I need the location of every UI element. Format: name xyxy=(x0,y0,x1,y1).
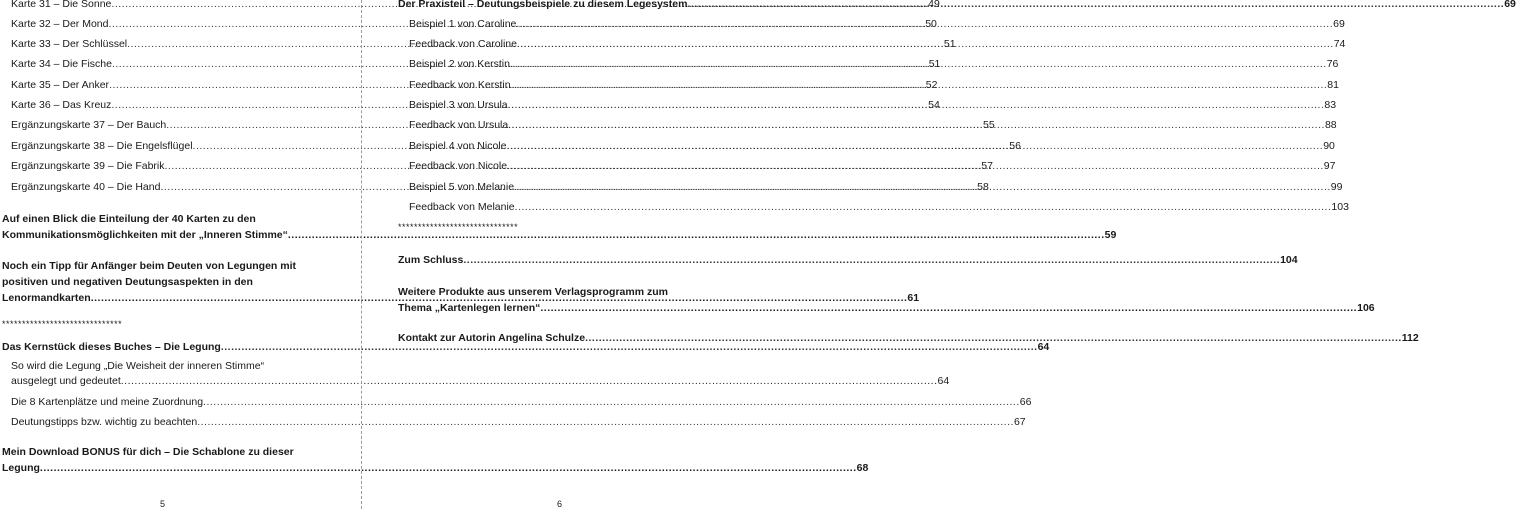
toc-entry[interactable]: Karte 31 – Die Sonne ..... 49 xyxy=(11,0,324,11)
toc-entry[interactable]: Beispiel 1 von Caroline ..... 69 xyxy=(409,18,734,31)
toc-section-kontakt[interactable]: Kontakt zur Autorin Angelina Schulze ..... 112 xyxy=(398,332,720,345)
toc-entry[interactable]: Feedback von Nicole ..... 97 xyxy=(409,160,734,173)
toc-entry[interactable]: Ergänzungskarte 39 – Die Fabrik ..... 57 xyxy=(11,160,324,173)
separator-stars: ****************************** xyxy=(398,222,519,232)
toc-entry[interactable]: Beispiel 3 von Ursula ..... 83 xyxy=(409,99,734,112)
toc-section-legung[interactable]: Das Kernstück dieses Buches – Die Legung ..... 64 xyxy=(2,341,324,354)
toc-entry[interactable]: Feedback von Caroline ..... 74 xyxy=(409,38,734,51)
toc-section-overview[interactable]: Auf einen Blick die Einteilung der 40 Karten zu den Kommunikationsmöglichkeiten mit der „Inneren Stimme“ ..... 59 xyxy=(2,211,324,243)
toc-entry[interactable]: Karte 36 – Das Kreuz ..... 54 xyxy=(11,99,324,112)
toc-entry[interactable]: Karte 33 – Der Schlüssel ..... 51 xyxy=(11,38,324,51)
page-number: 5 xyxy=(160,499,166,509)
toc-entry[interactable]: Ergänzungskarte 38 – Die Engelsflügel ..... 56 xyxy=(11,140,324,153)
toc-entry[interactable]: Ergänzungskarte 37 – Der Bauch ..... 55 xyxy=(11,119,324,132)
toc-entry[interactable]: Beispiel 4 von Nicole ..... 90 xyxy=(409,140,734,153)
toc-section-schluss[interactable]: Zum Schluss ..... 104 xyxy=(398,254,720,267)
toc-entry[interactable]: Feedback von Melanie ..... 103 xyxy=(409,201,734,214)
toc-entry[interactable]: Karte 32 – Der Mond ..... 50 xyxy=(11,18,324,31)
page-number: 6 xyxy=(557,499,563,509)
toc-entry[interactable]: Ergänzungskarte 40 – Die Hand ..... 58 xyxy=(11,181,324,194)
toc-entry[interactable]: Karte 35 – Der Anker ..... 52 xyxy=(11,79,324,92)
toc-entry[interactable]: Karte 34 – Die Fische ..... 51 xyxy=(11,58,324,71)
toc-section-bonus[interactable]: Mein Download BONUS für dich – Die Schablone zu dieser Legung ..... 68 xyxy=(2,444,324,476)
toc-section-tip[interactable]: Noch ein Tipp für Anfänger beim Deuten von Legungen mit positiven und negativen Deutungsaspekten in den Lenormandkarten ..... 61 xyxy=(2,258,324,306)
separator-stars: ****************************** xyxy=(2,319,123,329)
toc-sub-weisheit[interactable]: So wird die Legung „Die Weisheit der inneren Stimme“ ausgelegt und gedeutet ..... 64 xyxy=(11,359,324,389)
toc-section-praxis[interactable]: Der Praxisteil – Deutungsbeispiele zu diesem Legesystem ..... 69 xyxy=(398,0,734,11)
toc-entry[interactable]: Feedback von Kerstin ..... 81 xyxy=(409,79,734,92)
toc-entry[interactable]: Die 8 Kartenplätze und meine Zuordnung ..... 66 xyxy=(11,396,324,409)
toc-entry[interactable]: Feedback von Ursula ..... 88 xyxy=(409,119,734,132)
toc-entry[interactable]: Beispiel 5 von Melanie ..... 99 xyxy=(409,181,734,194)
toc-section-produkte[interactable]: Weitere Produkte aus unserem Verlagsprogramm zum Thema „Kartenlegen lernen“ ..... 106 xyxy=(398,284,720,316)
toc-entry[interactable]: Deutungstipps bzw. wichtig zu beachten ..... 67 xyxy=(11,416,324,429)
page-divider xyxy=(361,0,362,509)
toc-entry[interactable]: Beispiel 2 von Kerstin ..... 76 xyxy=(409,58,734,71)
